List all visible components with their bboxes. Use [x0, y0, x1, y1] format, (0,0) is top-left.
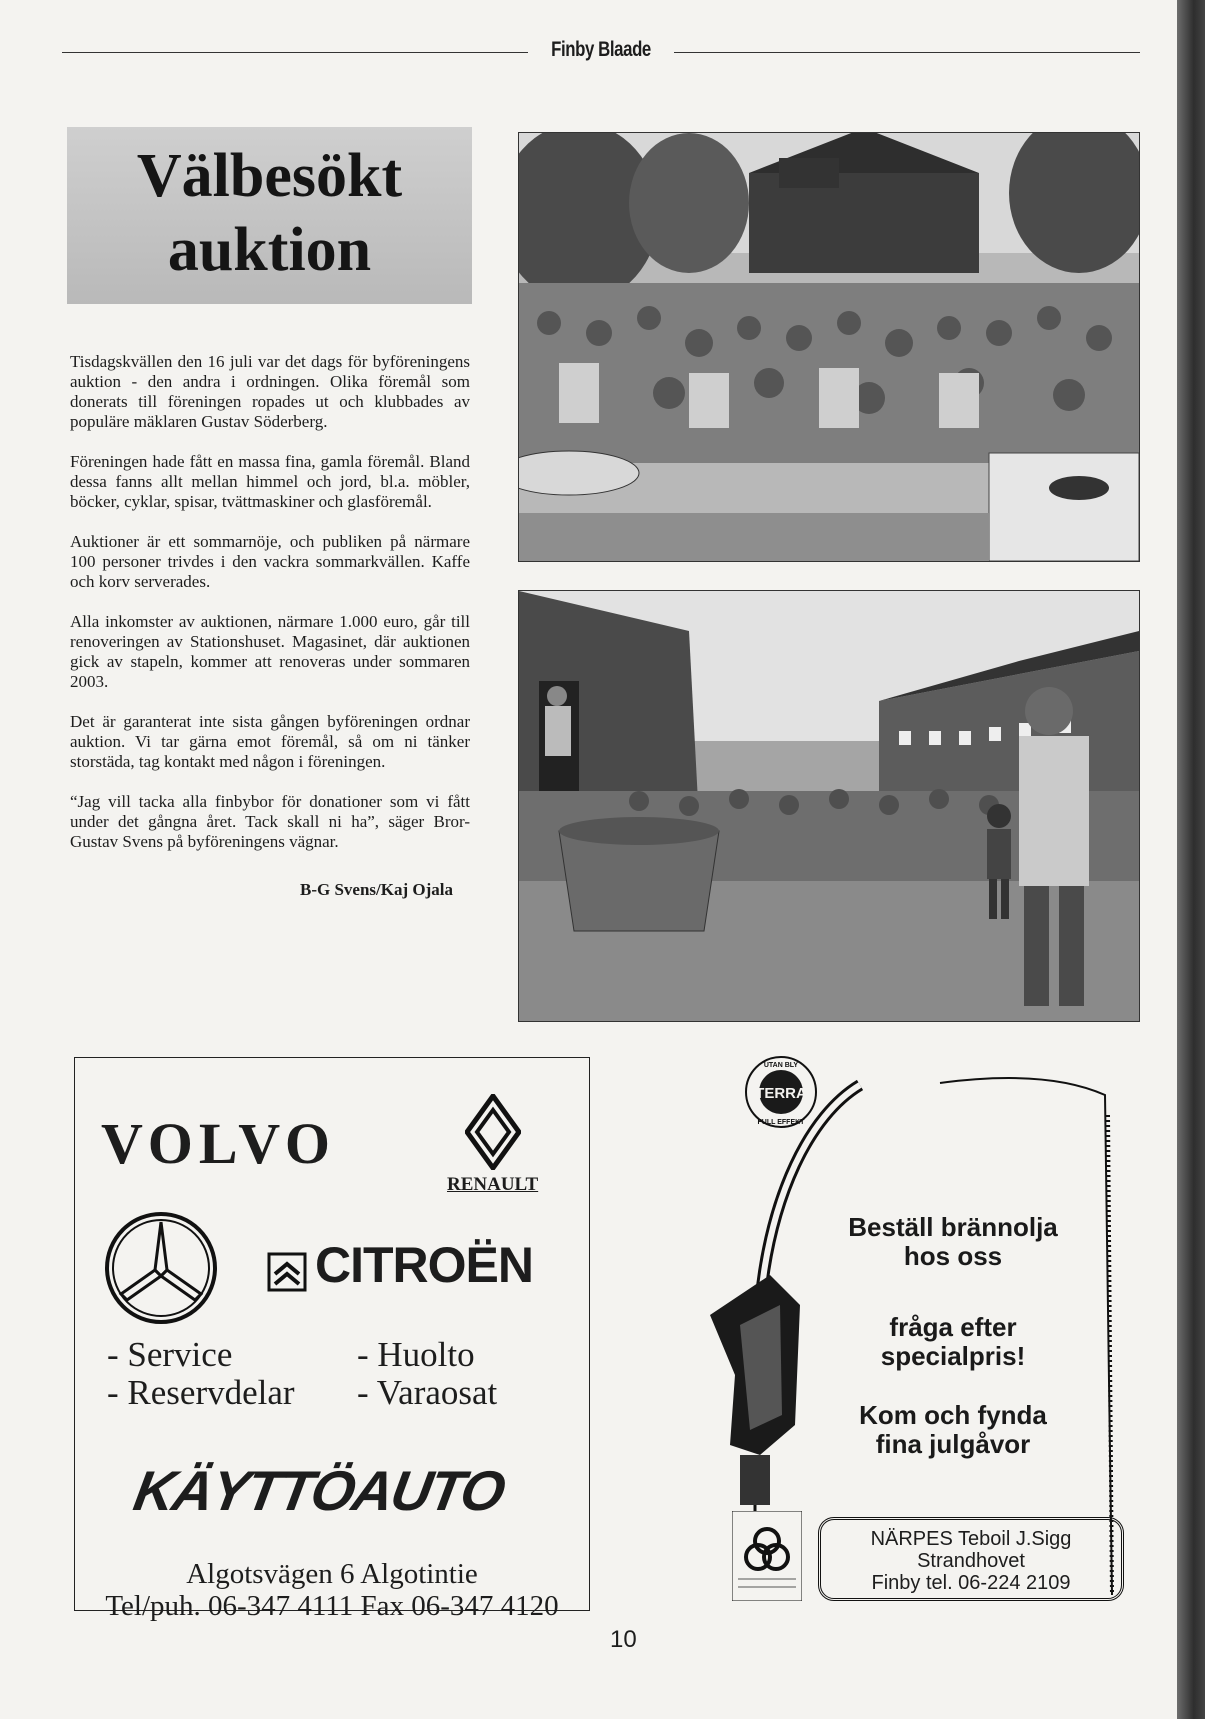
- barn-audience-photo: [518, 590, 1140, 1022]
- article-paragraph: “Jag vill tacka alla finbybor för donationer som vi fått under det gångna året. Tack skall ni ha”, säger Bror-Gustav Svens på byföreningens vägnar.: [70, 792, 470, 851]
- article-paragraph: Tisdagskvällen den 16 juli var det dags för byföreningens auktion - den andra i ordningen. Olika föremål som donerats till föreningen ropades ut och klubbades av populäre mäklaren Gustav Söderberg.: [70, 352, 470, 431]
- terra-bottom-text: FULL EFFEKT: [757, 1119, 805, 1126]
- article-body: [70, 352, 470, 872]
- volvo-logo: VOLVO: [101, 1111, 337, 1176]
- dealer-address: Algotsvägen 6 Algotintie: [186, 1558, 478, 1590]
- dealer-phone: Tel/puh. 06-347 4111 Fax 06-347 4120: [105, 1590, 559, 1622]
- mercedes-star-icon: [101, 1208, 221, 1328]
- oil-line-4: specialpris!: [880, 1341, 1026, 1371]
- oil-line-5: Kom och fynda: [859, 1400, 1047, 1430]
- teboil-shop-info: [818, 1517, 1124, 1601]
- special-price-note: [808, 1313, 1098, 1371]
- scan-edge: [1177, 0, 1205, 1719]
- car-dealer-ad: [74, 1057, 590, 1622]
- oil-line-2: hos oss: [903, 1241, 1003, 1271]
- service-fi: - Huolto: [357, 1335, 475, 1374]
- citroen-name: CITROËN: [315, 1237, 533, 1293]
- oil-line-1: Beställ brännolja: [848, 1212, 1058, 1242]
- shop-line-1: NÄRPES Teboil J.Sigg: [870, 1528, 1072, 1550]
- article-byline: B-G Svens/Kaj Ojala: [300, 880, 454, 899]
- oil-line-6: fina julgåvor: [875, 1429, 1031, 1459]
- christmas-gifts-note: [808, 1401, 1098, 1459]
- teboil-rings-icon: [732, 1511, 802, 1601]
- renault-name: RENAULT: [447, 1174, 539, 1195]
- dealer-contact: [75, 1558, 589, 1622]
- headline-line-1: Välbesökt: [136, 142, 403, 210]
- article-paragraph: Alla inkomster av auktionen, närmare 1.000 euro, går till renoveringen av Stationshuset. Magasinet, där auktionen gick av stapeln, kommer att renoveras under sommaren 2003.: [70, 612, 470, 691]
- kayttoauto-logo: KÄYTTÖAUTO: [129, 1459, 509, 1522]
- shop-line-3: Finby tel. 06-224 2109: [871, 1572, 1071, 1594]
- fuel-oil-ad: [700, 1055, 1130, 1615]
- auction-crowd-photo: [518, 132, 1140, 562]
- article-paragraph: Föreningen hade fått en massa fina, gamla föremål. Bland dessa fanns allt mellan himmel och jord, bl.a. möbler, böcker, cyklar, spisar, tvättmaskiner och glasföremål.: [70, 452, 470, 511]
- article-paragraph: Det är garanterat inte sista gången byföreningen ordnar auktion. Vi tar gärna emot föremål, så om ni tänker storstäda, tag kontakt med någon i föreningen.: [70, 712, 470, 771]
- page-header: [62, 38, 1142, 78]
- renault-diamond-icon: [465, 1094, 521, 1170]
- headline-line-2: auktion: [167, 216, 372, 284]
- article-headline: [67, 127, 472, 304]
- parts-fi: - Varaosat: [357, 1373, 498, 1412]
- terra-badge-icon: [744, 1055, 818, 1129]
- citroen-chevrons-icon: [267, 1252, 307, 1292]
- publication-title: Finby Blaade: [551, 38, 651, 61]
- terra-top-text: UTAN BLY: [763, 1062, 799, 1069]
- article-paragraph: Auktioner är ett sommarnöje, och publiken på närmare 100 personer trivdes i den vackra sommarkvällen. Kaffe och korv serverades.: [70, 532, 470, 591]
- service-sv: - Service: [107, 1335, 233, 1374]
- oil-line-3: fråga efter: [889, 1312, 1017, 1342]
- shop-line-2: Strandhovet: [917, 1550, 1025, 1572]
- order-heating-oil: [808, 1213, 1098, 1271]
- parts-sv: - Reservdelar: [107, 1373, 295, 1412]
- page-number: 10: [610, 1626, 637, 1653]
- terra-name: TERRA: [755, 1085, 807, 1102]
- header-rule-left: [62, 52, 528, 53]
- header-rule-right: [674, 52, 1140, 53]
